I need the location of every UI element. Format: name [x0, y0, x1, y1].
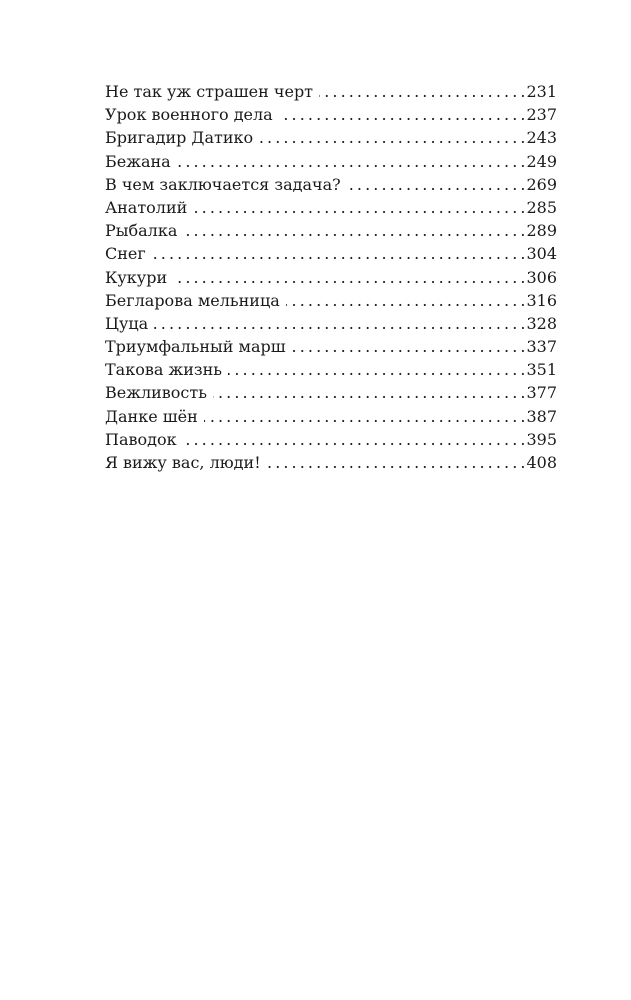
toc-entry-title: Бежана [105, 151, 171, 171]
dot-leader [228, 358, 524, 381]
toc-entry-title: Вежливость [105, 383, 207, 403]
toc-entry-title: Триумфальный марш [105, 337, 286, 357]
dot-leader [279, 103, 525, 126]
dot-leader [213, 381, 525, 404]
toc-entry-title: Рыбалка [105, 221, 178, 241]
toc-entry-page: 243 [526, 128, 557, 148]
toc-entry [105, 428, 557, 451]
toc-entry [105, 196, 557, 219]
dot-leader [193, 196, 524, 219]
toc-entry-page: 231 [526, 82, 557, 101]
toc-entry-title: Данке шён [105, 406, 198, 426]
dot-leader [292, 335, 525, 358]
toc-entry-page: 377 [526, 383, 557, 403]
toc-entry [105, 312, 557, 335]
dot-leader [267, 451, 525, 474]
dot-leader [319, 80, 524, 103]
toc-entry-page: 237 [526, 105, 557, 125]
dot-leader [347, 173, 525, 196]
toc-entry-title: Я вижу вас, люди! [105, 453, 261, 472]
toc-entry-page: 249 [526, 151, 557, 171]
toc-entry-page: 328 [526, 313, 557, 333]
toc-entry-page: 316 [526, 290, 557, 310]
toc-entry-page: 285 [526, 197, 557, 217]
toc-entry [105, 405, 557, 428]
toc-entry-title: Бегларова мельница [105, 290, 280, 310]
dot-leader [286, 289, 525, 312]
toc-entry [105, 289, 557, 312]
toc-entry [105, 173, 557, 196]
dot-leader [183, 219, 524, 242]
dot-leader [183, 428, 525, 451]
toc-entry-title: Снег [105, 244, 146, 264]
toc-entry-page: 306 [526, 267, 557, 287]
toc-entry-page: 337 [526, 337, 557, 357]
toc-entry [105, 150, 557, 173]
toc-entry-title: В чем заключается задача? [105, 174, 341, 194]
toc-entry [105, 126, 557, 149]
toc-entry-title: Цуца [105, 313, 149, 333]
toc-entry [105, 103, 557, 126]
toc-entry-page: 289 [526, 221, 557, 241]
table-of-contents [105, 80, 557, 474]
toc-entry-title: Паводок [105, 429, 177, 449]
toc-entry [105, 219, 557, 242]
dot-leader [152, 242, 525, 265]
toc-entry-page: 408 [526, 453, 557, 472]
dot-leader [154, 312, 524, 335]
dot-leader [204, 405, 525, 428]
toc-entry-page: 351 [526, 360, 557, 380]
toc-entry [105, 80, 557, 103]
toc-entry [105, 335, 557, 358]
toc-entry [105, 451, 557, 474]
toc-entry-title: Не так уж страшен черт [105, 82, 314, 101]
toc-entry-page: 304 [526, 244, 557, 264]
dot-leader [259, 126, 524, 149]
toc-entry-title: Урок военного дела [105, 105, 273, 125]
toc-entry [105, 266, 557, 289]
toc-entry-title: Такова жизнь [105, 360, 222, 380]
dot-leader [173, 266, 524, 289]
toc-entry-title: Анатолий [105, 197, 188, 217]
toc-entry [105, 381, 557, 404]
toc-entry-page: 387 [526, 406, 557, 426]
dot-leader [177, 150, 525, 173]
toc-entry-title: Кукури [105, 267, 168, 287]
toc-entry-page: 269 [526, 174, 557, 194]
toc-entry [105, 242, 557, 265]
toc-entry [105, 358, 557, 381]
toc-entry-title: Бригадир Датико [105, 128, 254, 148]
toc-entry-page: 395 [526, 429, 557, 449]
